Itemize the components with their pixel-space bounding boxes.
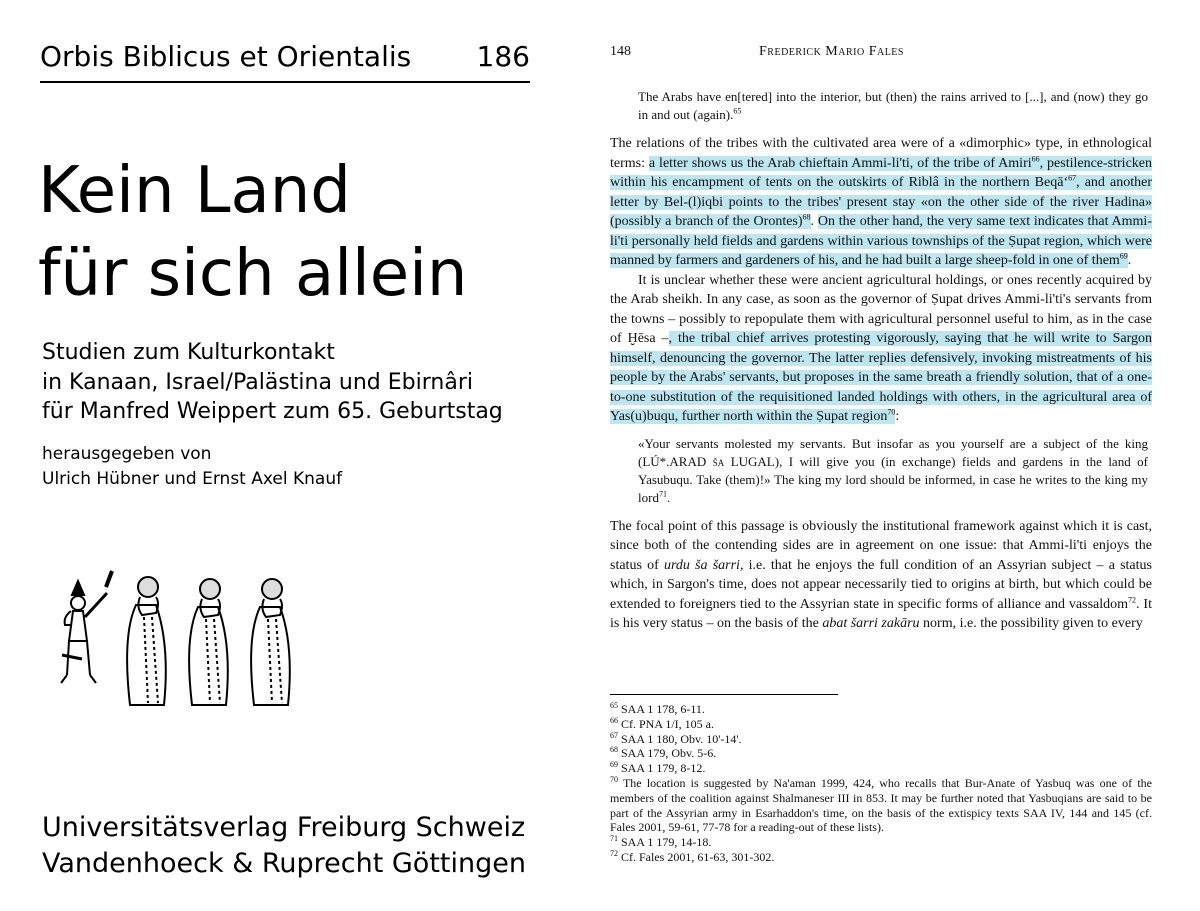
footnote-item: [610, 717, 1152, 732]
footnote-item: [610, 746, 1152, 761]
p2-text-a: It is unclear whether these were ancient agricultural holdings, or ones recently acquired by the Arab sheikh. In any case, as soon as the governor of Ṣupat drives Ammi-li'ti's servants from the towns – possibly to repopulate them with agricultural personnel useful to him, as in the case of Ḫēsa –: [610, 272, 1152, 346]
footnote-ref: 66: [1031, 153, 1040, 163]
running-header: [610, 44, 1152, 60]
series-name: Orbis Biblicus et Orientalis: [40, 40, 412, 73]
footnote-number: 65: [610, 701, 618, 710]
p1-highlight-3: , and another letter by Bel-(l)iqbi points to the tribes' present stay «on the other side of the river Hadina» (possibly a branch of the Orontes): [610, 175, 1153, 229]
footnote-text: SAA 1 179, 8-12.: [618, 761, 706, 776]
p2-text-b: :: [895, 409, 900, 424]
series-number: 186: [476, 40, 530, 73]
p3-text-b: , i.e. that he enjoys the full condition of an Assyrian subject – a status which, in Sargon's time, does not appear necessarily tied to origins at birth, but which could be extended to foreigners tied to the Assyrian state in specific forms of alliance and vassaldom: [610, 557, 1152, 612]
assyrian-relief-illustration: [40, 565, 340, 715]
footnote-item: [610, 761, 1152, 776]
footnote-number: 67: [610, 730, 618, 740]
q2-text-c: .: [666, 489, 671, 505]
subtitle-line-2: in Kanaan, Israel/Palästina und Ebirnâri: [42, 369, 473, 395]
page-body: [610, 88, 1152, 634]
p3-text-d: norm, i.e. the possibility given to every: [919, 616, 1143, 631]
p2-highlight-1: , the tribal chief arrives protesting vigorously, saying that he will write to Sargon himself, denouncing the governor. The latter replies defensively, invoking mistreatments of his people by the Arabs' servants, but proposes in the same breath a friendly solution, that of a one-to-one substitution of the requisitioned landed holdings with others, in the agricultural area of Yas(u)buqu, further north within the Ṣupat region: [610, 331, 1152, 424]
book-publisher: [42, 810, 526, 883]
footnote-number: 69: [610, 760, 618, 770]
highlight-3: [610, 331, 1152, 424]
footnote-number: 72: [610, 848, 618, 858]
book-subtitle: [42, 338, 503, 427]
paragraph-2: [610, 271, 1152, 427]
publisher-line-2: Vandenhoeck & Ruprecht Göttingen: [42, 848, 526, 880]
footnote-item: [610, 850, 1152, 865]
editors-line-2: Ulrich Hübner und Ernst Axel Knauf: [42, 468, 343, 489]
p1-text-b: .: [810, 214, 818, 229]
footnote-number: 66: [610, 715, 618, 725]
footnote-ref: 69: [1119, 251, 1128, 261]
publisher-line-1: Universitätsverlag Freiburg Schweiz: [42, 812, 526, 843]
paragraph-3: [610, 517, 1152, 634]
title-line-2: für sich allein: [38, 237, 468, 312]
footnote-item: [610, 835, 1152, 850]
p3-text-c: . It is his very status – on the basis of the: [610, 596, 1152, 631]
page-number: 148: [610, 44, 631, 59]
editors-line-1: herausgegeben von: [42, 444, 212, 464]
running-author: Frederick Mario Fales: [759, 44, 904, 59]
footnote-ref: 72: [1128, 594, 1137, 604]
footnote-text: SAA 1 179, 14-18.: [618, 835, 712, 850]
p1-highlight-1: a letter shows us the Arab chieftain Ammi-li'ti, of the tribe of Amiri: [648, 155, 1032, 171]
footnote-ref: 70: [887, 407, 896, 417]
footnote-text: SAA 1 180, Obv. 10'-14'.: [618, 731, 742, 746]
subtitle-line-3: für Manfred Weippert zum 65. Geburtstag: [42, 399, 503, 425]
footnote-text: Cf. Fales 2001, 61-63, 301-302.: [618, 849, 775, 864]
footnote-item: [610, 776, 1152, 835]
footnote-ref: 71: [658, 489, 667, 499]
subtitle-line-1: Studien zum Kulturkontakt: [42, 340, 335, 365]
footnote-text: The location is suggested by Na'aman 1999, 424, who recalls that Bur-Anate of Yasbuq was one of the members of the coalition against Shalmaneser III in 853. It may be further noted that Yasbuqians are said to be part of the Assyrian army in Esarhaddon's time, on the basis of the extispicy texts SAA IV, 144 and 145 (cf. Fales 2001, 59-61, 77-78 for a reading-out of these lists).: [610, 775, 1152, 835]
p1-highlight-4: On the other hand, the very same text indicates that Ammi-li'ti personally held fields and gardens within various townships of the Ṣupat region, which were manned by farmers and gardeners of his, and he had built a large sheep-fold in one of them: [610, 214, 1152, 268]
quote-1-text: The Arabs have en[tered] into the interior, but (then) the rains arrived to [...], and (now) they go in and out (again).: [638, 89, 1148, 122]
footnote-divider: [610, 694, 838, 695]
p1-text-c: .: [1127, 253, 1132, 268]
paragraph-1: [610, 134, 1152, 271]
block-quote-1: [638, 88, 1148, 124]
book-cover: [0, 0, 580, 911]
title-line-1: Kein Land: [38, 154, 351, 228]
p3-text-a: The focal point of this passage is obviously the institutional framework against which it is cast, since both of the contending sides are in agreement on one issue: that Ammi-li'ti enjoys the status of: [610, 518, 1152, 573]
book-editors: [42, 442, 342, 491]
footnote-ref: 65: [733, 106, 742, 116]
footnote-number: 70: [610, 774, 618, 784]
q2-text-b: ), I will give you (in exchange) fields and gardens in the land of Yasubuqu. Take (them)!» The king my lord should be informed, in case he writes to the king my lord: [638, 453, 1148, 505]
p1-highlight-2: , pestilence-stricken within his encampment of tents on the outskirts of Riblâ in the northern Beqā‘: [610, 155, 1152, 190]
book-title: [38, 150, 467, 316]
p1-text-a: The relations of the tribes with the cultivated area were of a «dimorphic» type, in ethnological terms:: [610, 136, 1152, 171]
p3-term-2: abat šarri zakāru: [822, 616, 920, 631]
footnote-text: Cf. PNA 1/I, 105 a.: [618, 716, 714, 731]
block-quote-2: [638, 435, 1148, 507]
p3-term-1: urdu ša šarri: [663, 557, 740, 573]
footnote-text: SAA 179, Obv. 5-6.: [618, 746, 717, 761]
footnote-ref: 67: [1068, 173, 1077, 183]
footnote-item: [610, 702, 1152, 717]
q2-term: LÚ*.ARAD ša LUGAL: [642, 453, 775, 469]
series-header: [40, 40, 530, 83]
footnote-number: 71: [610, 834, 618, 844]
q2-text-a: «Your servants molested my servants. But insofar as you yourself are a subject of the king (: [638, 435, 1148, 469]
footnotes: [610, 702, 1152, 865]
footnote-ref: 68: [802, 212, 811, 222]
footnote-text: SAA 1 178, 6-11.: [618, 702, 705, 716]
footnote-item: [610, 732, 1152, 747]
footnote-number: 68: [610, 745, 618, 755]
book-page: [610, 0, 1170, 911]
